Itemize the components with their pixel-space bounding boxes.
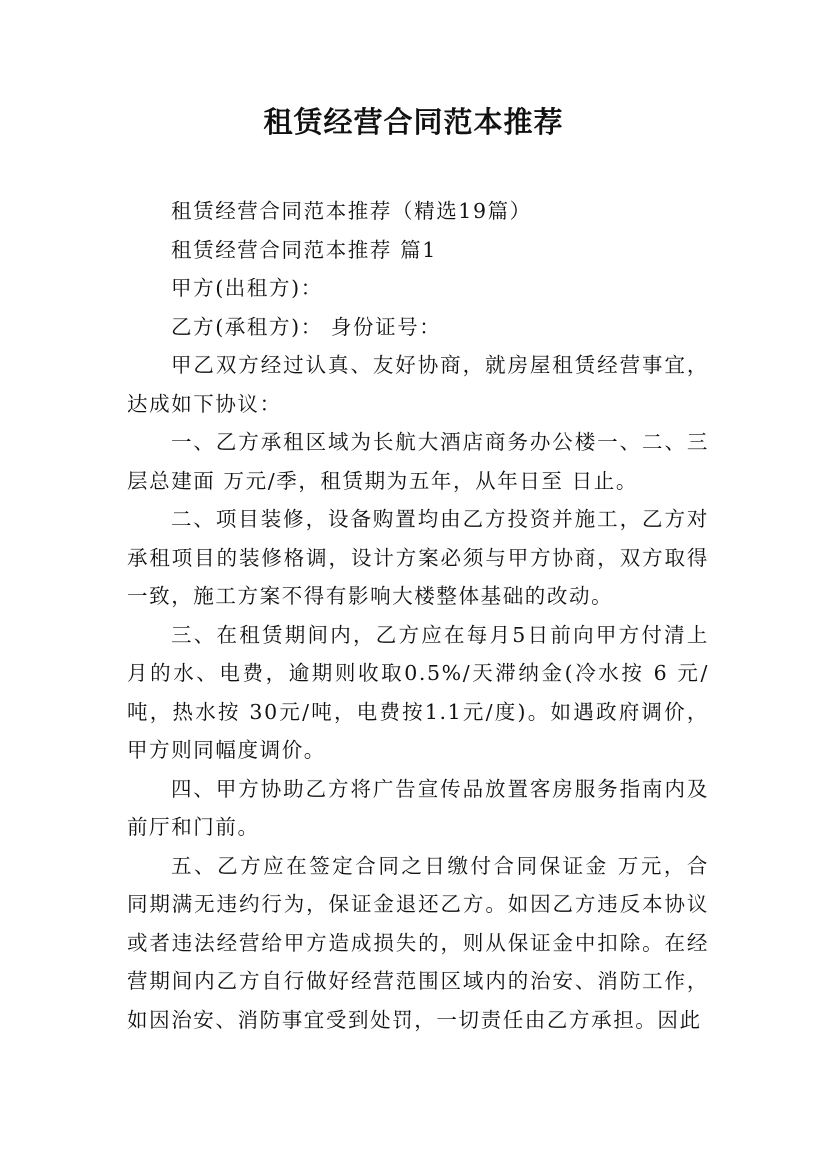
paragraph-party-a: 甲方(出租方)： <box>171 276 323 300</box>
paragraph-preamble: 甲乙双方经过认真、友好协商，就房屋租赁经营事宜，达成如下协议： <box>127 353 709 416</box>
paragraph-clause-5: 五、乙方应在签定合同之日缴付合同保证金 万元，合同期满无违约行为，保证金退还乙方。如因乙方违反本协议或者违法经营给甲方造成损失的，则从保证金中扣除。在经营期间内乙方自行做好经营范围区域内的治安、消防工作，如因治安、消防事宜受到处罚，一切责任由乙方承担。因此 <box>127 853 709 1032</box>
document-title: 租赁经营合同范本推荐 <box>263 105 564 139</box>
paragraph-party-b: 乙方(承租方)： 身份证号： <box>171 314 442 339</box>
paragraph-clause-2: 二、项目装修，设备购置均由乙方投资并施工，乙方对承租项目的装修格调，设计方案必须与甲方协商，双方取得一致，施工方案不得有影响大楼整体基础的改动。 <box>127 507 709 608</box>
paragraph-section-heading: 租赁经营合同范本推荐 篇1 <box>171 237 437 262</box>
paragraph-clause-3: 三、在租赁期间内，乙方应在每月5日前向甲方付清上月的水、电费，逾期则收取0.5%/天滞纳金(冷水按 6 元/吨，热水按 30元/吨，电费按1.1元/度)。如遇政府调价，甲方则同幅度调价。 <box>127 622 709 762</box>
document-body <box>127 192 709 1039</box>
paragraph-clause-4: 四、甲方协助乙方将广告宣传品放置客房服务指南内及前厅和门前。 <box>127 776 709 839</box>
paragraph-subtitle: 租赁经营合同范本推荐（精选19篇） <box>171 199 532 223</box>
paragraph-clause-1: 一、乙方承租区域为长航大酒店商务办公楼一、二、三层总建面 万元/季，租赁期为五年，从年日至 日止。 <box>127 430 709 493</box>
